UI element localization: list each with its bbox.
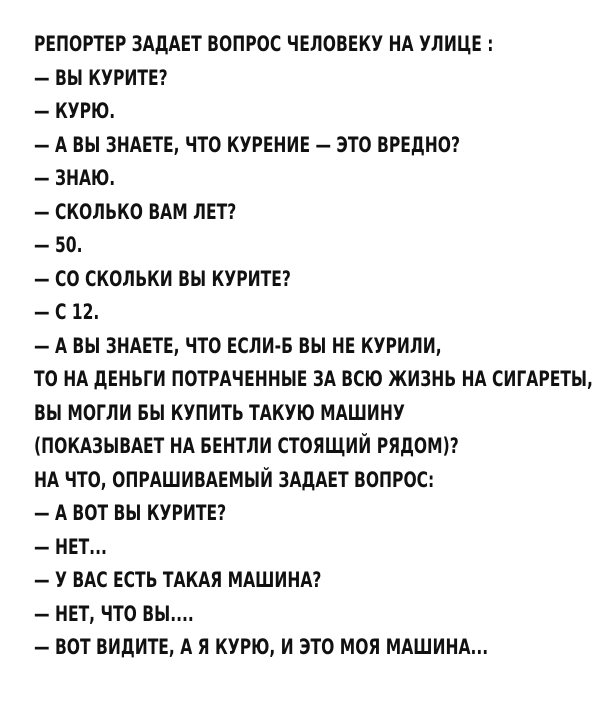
- joke-line-dialogue: — А ВОТ ВЫ КУРИТЕ?: [34, 501, 227, 525]
- joke-line-dialogue: — КУРЮ.: [34, 99, 116, 123]
- joke-line-dialogue: ВЫ МОГЛИ БЫ КУПИТЬ ТАКУЮ МАШИНУ: [34, 400, 405, 425]
- joke-line-dialogue: — 50.: [34, 233, 83, 257]
- joke-line-dialogue: — СКОЛЬКО ВАМ ЛЕТ?: [34, 199, 237, 224]
- joke-line-dialogue: — НЕТ...: [34, 534, 107, 559]
- joke-line-intro: РЕПОРТЕР ЗАДАЕТ ВОПРОС ЧЕЛОВЕКУ НА УЛИЦЕ :: [34, 32, 494, 56]
- joke-line-narration: НА ЧТО, ОПРАШИВАЕМЫЙ ЗАДАЕТ ВОПРОС:: [34, 467, 435, 492]
- joke-line-dialogue: — А ВЫ ЗНАЕТЕ, ЧТО ЕСЛИ-Б ВЫ НЕ КУРИЛИ,: [34, 333, 442, 358]
- joke-line-dialogue: — У ВАС ЕСТЬ ТАКАЯ МАШИНА?: [34, 568, 322, 592]
- joke-text: [34, 28, 593, 665]
- joke-line-dialogue: (ПОКАЗЫВАЕТ НА БЕНТЛИ СТОЯЩИЙ РЯДОМ)?: [34, 434, 459, 458]
- joke-line-punchline: — ВОТ ВИДИТЕ, А Я КУРЮ, И ЭТО МОЯ МАШИНА...: [34, 635, 489, 659]
- joke-line-dialogue: — А ВЫ ЗНАЕТЕ, ЧТО КУРЕНИЕ — ЭТО ВРЕДНО?: [34, 132, 460, 157]
- joke-line-dialogue: — ВЫ КУРИТЕ?: [34, 65, 168, 90]
- joke-line-dialogue: — НЕТ, ЧТО ВЫ....: [34, 601, 194, 626]
- joke-line-dialogue: — ЗНАЮ.: [34, 166, 116, 190]
- joke-line-dialogue: — С 12.: [34, 300, 100, 324]
- joke-line-dialogue: ТО НА ДЕНЬГИ ПОТРАЧЕННЫЕ ЗА ВСЮ ЖИЗНЬ НА СИГАРЕТЫ,: [34, 367, 593, 391]
- joke-line-dialogue: — СО СКОЛЬКИ ВЫ КУРИТЕ?: [34, 266, 291, 291]
